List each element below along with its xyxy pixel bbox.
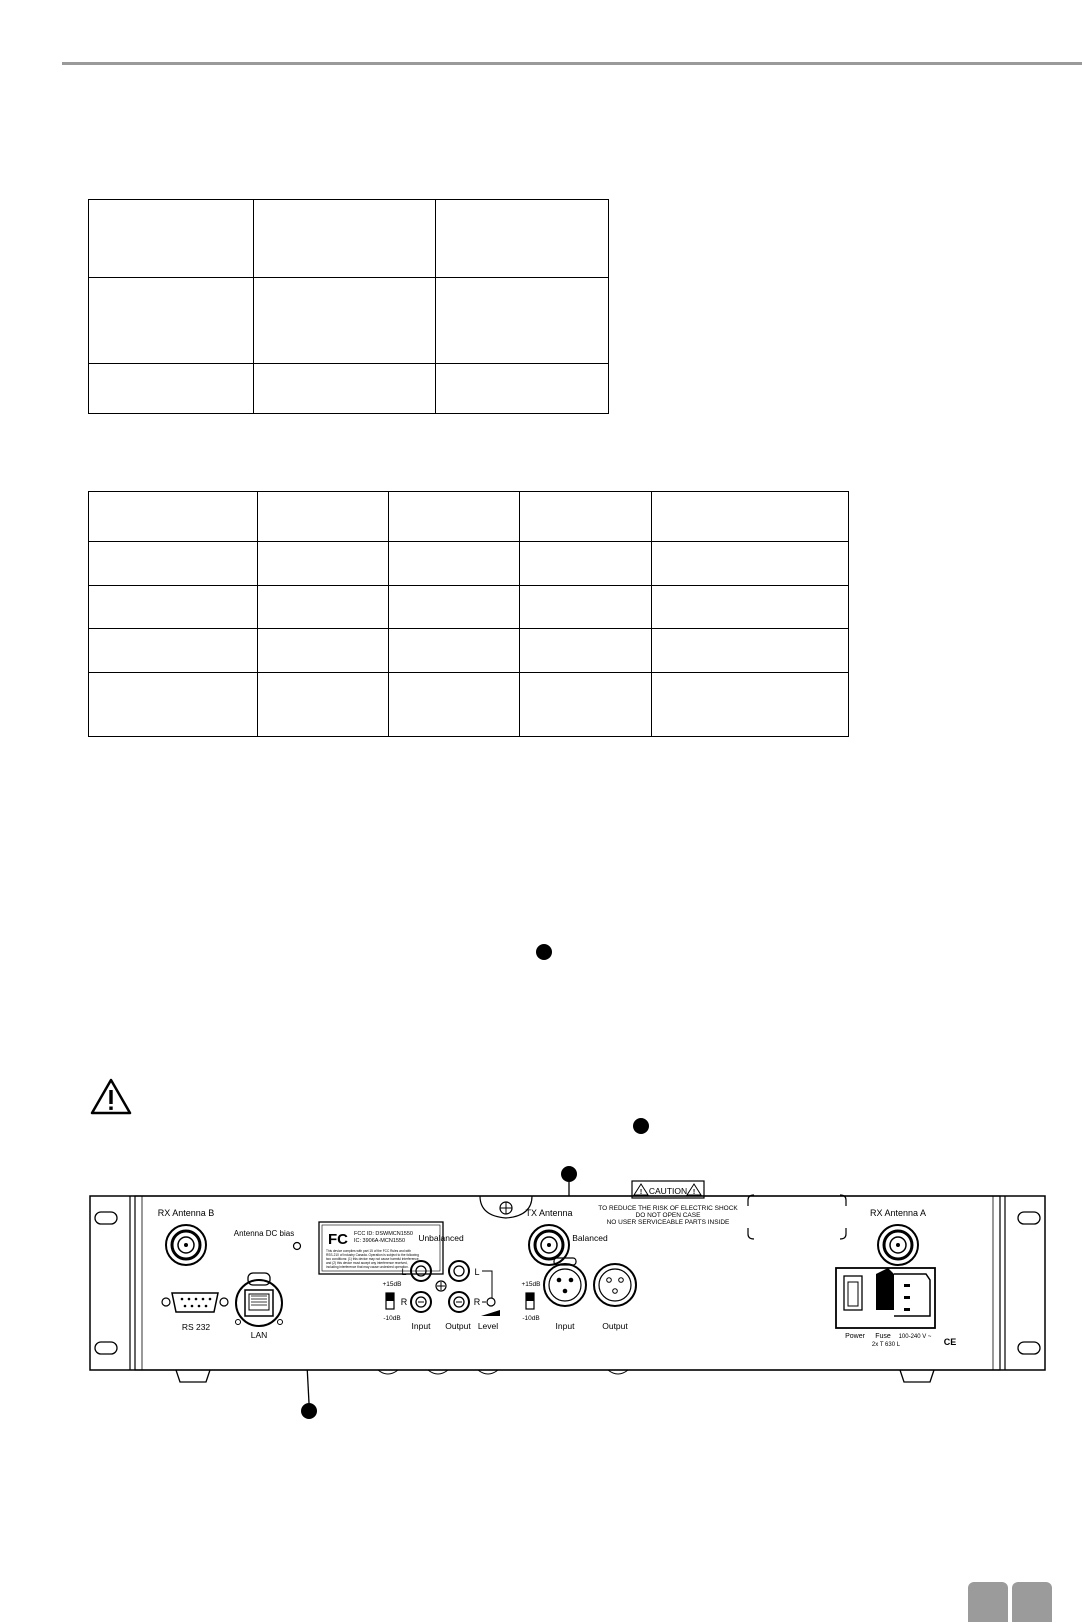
table-row [89, 629, 849, 673]
antenna-dc-bias-label: Antenna DC bias [233, 1229, 295, 1238]
callout-dot [536, 944, 552, 960]
rx-antenna-a-connector [878, 1225, 918, 1265]
callout-dot [561, 1166, 577, 1182]
fcc-text-line: and (2) this device must accept any interference received, [326, 1261, 408, 1265]
table-row [89, 364, 609, 414]
fcc-logo: FC [328, 1231, 348, 1248]
table-row [89, 200, 609, 278]
tx-antenna-connector [529, 1225, 569, 1265]
rx-antenna-b-connector [166, 1225, 206, 1265]
unbalanced-minus10-label: -10dB [383, 1315, 401, 1322]
unbalanced-r-label: R [400, 1297, 408, 1307]
fcc-text-line: two conditions: (1) this device may not cause harmful interference, [326, 1257, 420, 1261]
ground-screw [436, 1281, 446, 1291]
caution-label [632, 1181, 704, 1198]
level-label: Level [477, 1321, 499, 1331]
unbalanced-output-label: Output [445, 1321, 471, 1331]
table-row [89, 542, 849, 586]
balanced-plus15-label: +15dB [521, 1281, 541, 1288]
svg-text:!: ! [692, 1189, 696, 1196]
balanced-minus10-label: -10dB [522, 1315, 540, 1322]
page-tab [968, 1582, 1008, 1622]
fcc-text-line: including interference that may cause undesired operation. [326, 1265, 409, 1269]
ic-id: IC: 3906A-MCN1550 [354, 1238, 406, 1244]
fcc-id: FCC ID: DSWMCN1550 [354, 1231, 413, 1237]
table-row [89, 492, 849, 542]
fuse-rating-label: 2x T 630 L [871, 1342, 901, 1348]
svg-text:!: ! [639, 1189, 643, 1196]
ce-mark: CE [943, 1337, 957, 1347]
fcc-text-line: This device complies with part 15 of the FCC Rules and with [326, 1249, 412, 1253]
caution-text: CAUTION [648, 1186, 688, 1196]
table-row [89, 673, 849, 737]
unbalanced-plus15-label: +15dB [382, 1281, 402, 1288]
shock-warning-line2: DO NOT OPEN CASE [635, 1212, 701, 1219]
shock-warning-line1: TO REDUCE THE RISK OF ELECTRIC SHOCK [598, 1205, 738, 1212]
callout-dot [301, 1403, 317, 1419]
voltage-label: 100-240 V ~ [898, 1334, 932, 1340]
unbalanced-l-label: L [401, 1267, 407, 1277]
shock-warning-line3: NO USER SERVICEABLE PARTS INSIDE [606, 1219, 730, 1226]
table-2 [88, 491, 849, 737]
rs232-label: RS 232 [181, 1322, 211, 1332]
fcc-text-line: RSS-210 of Industry Canada. Operation is subject to the following [326, 1253, 419, 1257]
power-label: Power [845, 1333, 865, 1340]
unbalanced-output-r-label: R [473, 1297, 481, 1307]
lan-label: LAN [250, 1330, 268, 1340]
table-1 [88, 199, 609, 414]
balanced-label: Balanced [572, 1233, 608, 1243]
unbalanced-input-label: Input [411, 1321, 431, 1331]
page-tab [1012, 1582, 1052, 1622]
table-row [89, 278, 609, 364]
callout-dot [633, 1118, 649, 1134]
unbalanced-output-l-label: L [474, 1267, 480, 1277]
rx-antenna-b-label: RX Antenna B [157, 1208, 215, 1218]
warning-icon [90, 1078, 132, 1116]
fuse-label: Fuse [875, 1333, 891, 1340]
header-rule [62, 62, 1082, 65]
rear-panel-diagram [88, 1160, 1048, 1430]
rx-antenna-a-label: RX Antenna A [869, 1208, 927, 1218]
tx-antenna-label: TX Antenna [525, 1208, 573, 1218]
balanced-input-label: Input [555, 1321, 575, 1331]
table-row [89, 586, 849, 629]
balanced-output-label: Output [602, 1321, 628, 1331]
unbalanced-label: Unbalanced [418, 1233, 464, 1243]
